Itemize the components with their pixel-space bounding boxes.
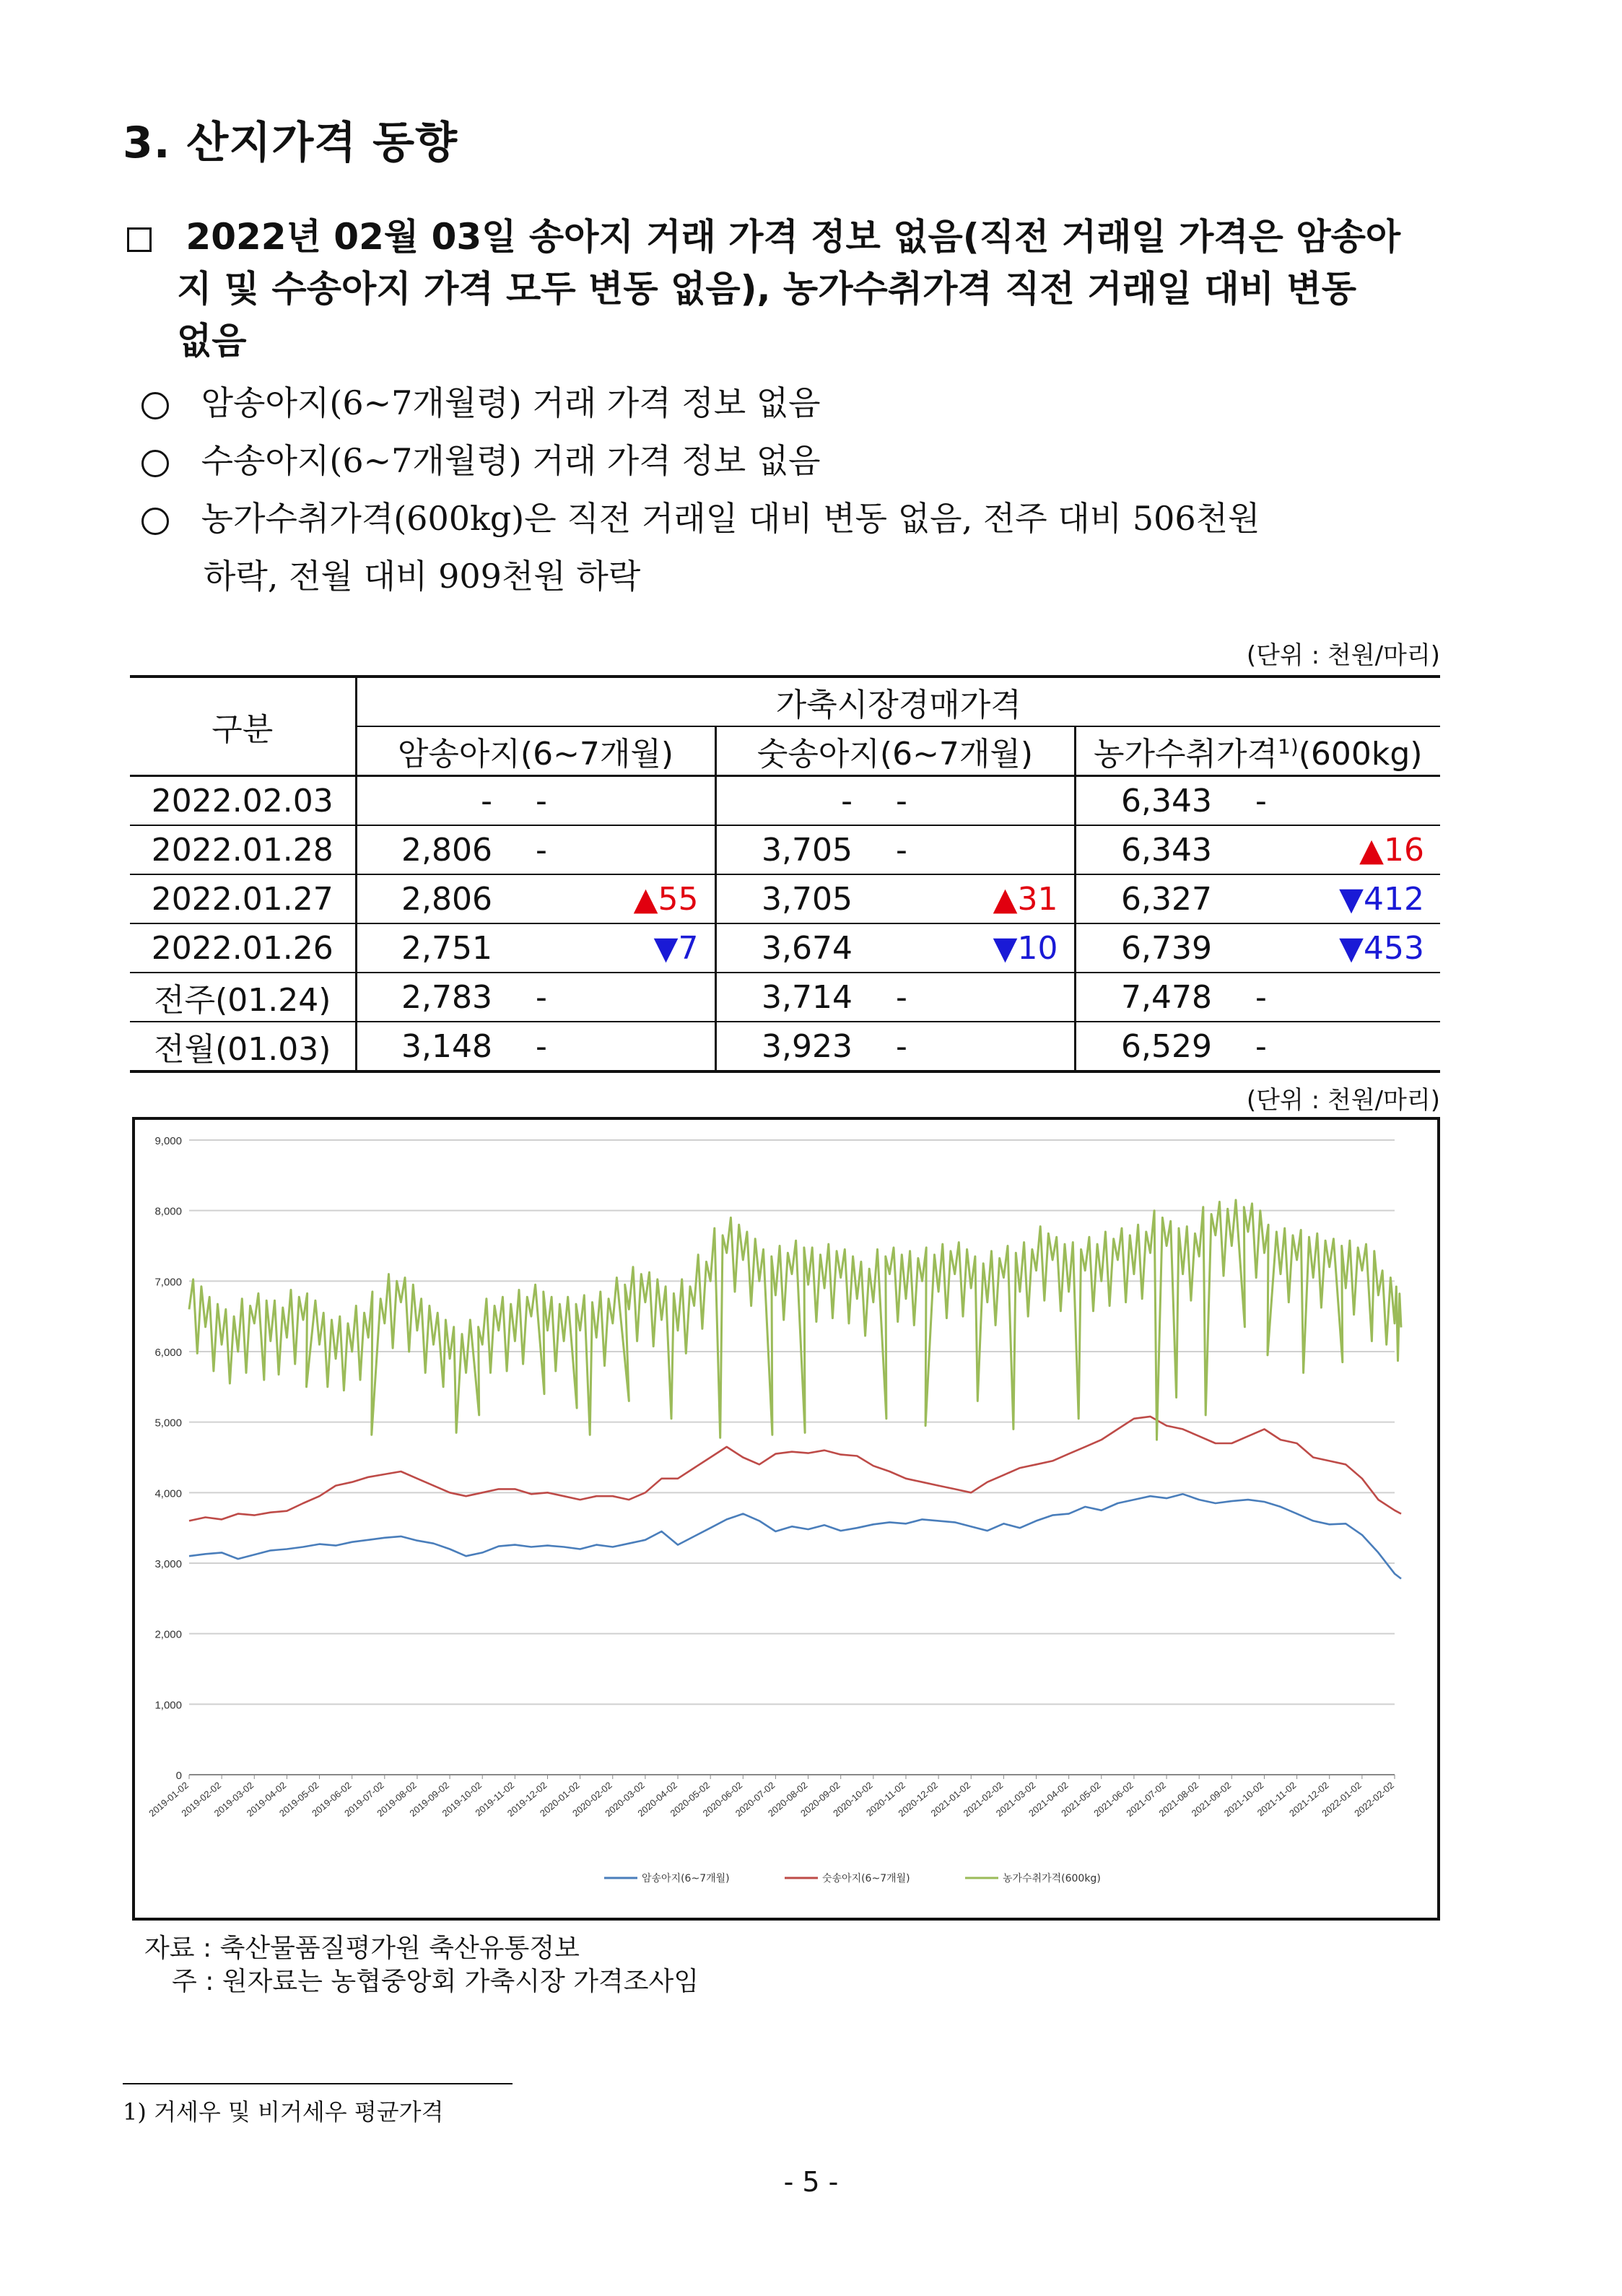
susong-change: ▼10 <box>874 923 1075 973</box>
row-label: 2022.01.28 <box>130 825 356 874</box>
bullet-continuation: 하락, 전월 대비 909천원 하락 <box>204 557 641 596</box>
row-label: 2022.01.26 <box>130 923 356 973</box>
note-text: 주 : 원자료는 농협중앙회 가축시장 가격조사임 <box>172 1967 699 1996</box>
amsong-change: - <box>514 776 715 826</box>
farm-price-value: 6,343 <box>1075 825 1234 874</box>
row-label: 2022.01.27 <box>130 874 356 923</box>
table-row <box>130 776 1440 826</box>
amsong-change: - <box>514 973 715 1022</box>
x-tick-label: 2020-07-02 <box>733 1779 777 1819</box>
susong-value: 3,705 <box>715 874 874 923</box>
x-tick-label: 2020-05-02 <box>668 1779 712 1819</box>
summary-line-2: 지 및 수송아지 가격 모두 변동 없음), 농가수취가격 직전 거래일 대비 변동 <box>177 268 1357 310</box>
x-tick-label: 2020-10-02 <box>831 1779 875 1819</box>
farm-price-value: 6,529 <box>1075 1022 1234 1071</box>
x-tick-label: 2020-09-02 <box>798 1779 842 1819</box>
farm-price-change: ▲16 <box>1234 825 1440 874</box>
header-main: 가축시장경매가격 <box>356 677 1440 726</box>
farm-price-change: ▼453 <box>1234 923 1440 973</box>
checkbox-icon <box>127 227 152 252</box>
farm-price-change: - <box>1234 973 1440 1022</box>
farm-price-value: 7,478 <box>1075 973 1234 1022</box>
y-tick-label: 0 <box>175 1770 182 1782</box>
row-label: 2022.02.03 <box>130 776 356 826</box>
y-tick-label: 4,000 <box>154 1487 182 1500</box>
amsong-value: 2,783 <box>356 973 514 1022</box>
legend-label: 숫송아지(6~7개월) <box>822 1873 910 1884</box>
row-label: 전주(01.24) <box>130 973 356 1022</box>
susong-change: - <box>874 973 1075 1022</box>
x-tick-label: 2021-02-02 <box>961 1779 1006 1819</box>
x-tick-label: 2021-08-02 <box>1156 1779 1201 1819</box>
x-tick-label: 2021-09-02 <box>1189 1779 1234 1819</box>
header-col3: 농가수취가격$^{1)}$(600kg) <box>1075 726 1440 776</box>
amsong-change: - <box>514 825 715 874</box>
x-tick-label: 2021-01-02 <box>928 1779 973 1819</box>
x-tick-label: 2019-05-02 <box>276 1779 321 1819</box>
y-tick-label: 7,000 <box>154 1276 182 1289</box>
amsong-change: ▲55 <box>514 874 715 923</box>
x-tick-label: 2021-04-02 <box>1026 1779 1071 1819</box>
legend-label: 암송아지(6~7개월) <box>642 1873 730 1884</box>
source-text: 자료 : 축산물품질평가원 축산유통정보 <box>144 1934 580 1963</box>
x-tick-label: 2020-02-02 <box>570 1779 614 1819</box>
x-tick-label: 2021-03-02 <box>993 1779 1038 1819</box>
susong-change: - <box>874 776 1075 826</box>
farm-price-value: 6,327 <box>1075 874 1234 923</box>
y-tick-label: 6,000 <box>154 1347 182 1359</box>
farm-price-change: - <box>1234 1022 1440 1071</box>
price-table <box>130 675 1440 1073</box>
x-tick-label: 2019-06-02 <box>310 1779 354 1819</box>
x-tick-label: 2019-01-02 <box>147 1779 191 1819</box>
susong-value: 3,705 <box>715 825 874 874</box>
chart-unit: (단위 : 천원/마리) <box>1246 1086 1440 1115</box>
table-row <box>130 825 1440 874</box>
susong-value: 3,714 <box>715 973 874 1022</box>
susong-change: - <box>874 1022 1075 1071</box>
bullet-item: 농가수취가격(600kg)은 직전 거래일 대비 변동 없음, 전주 대비 506천원 <box>141 490 1260 547</box>
farm-price-value: 6,343 <box>1075 776 1234 826</box>
x-tick-label: 2021-05-02 <box>1059 1779 1103 1819</box>
farm-price-change: ▼412 <box>1234 874 1440 923</box>
footnote-text: 1) 거세우 및 비거세우 평균가격 <box>123 2098 444 2126</box>
page-number: - 5 - <box>783 2166 839 2198</box>
x-tick-label: 2019-09-02 <box>407 1779 452 1819</box>
x-tick-label: 2019-04-02 <box>244 1779 289 1819</box>
row-label: 전월(01.03) <box>130 1022 356 1071</box>
table-row <box>130 874 1440 923</box>
footnote-divider <box>123 2083 513 2084</box>
series-line <box>189 1494 1401 1578</box>
x-tick-label: 2020-06-02 <box>700 1779 745 1819</box>
x-tick-label: 2019-03-02 <box>212 1779 256 1819</box>
amsong-value: 2,751 <box>356 923 514 973</box>
section-heading: 3. 산지가격 동향 <box>123 118 458 168</box>
x-tick-label: 2019-08-02 <box>375 1779 419 1819</box>
x-tick-label: 2019-12-02 <box>505 1779 549 1819</box>
farm-price-value: 6,739 <box>1075 923 1234 973</box>
amsong-value: 3,148 <box>356 1022 514 1071</box>
susong-value: - <box>715 776 874 826</box>
x-tick-label: 2021-11-02 <box>1255 1779 1299 1819</box>
x-tick-label: 2021-06-02 <box>1091 1779 1135 1819</box>
susong-value: 3,923 <box>715 1022 874 1071</box>
amsong-change: ▼7 <box>514 923 715 973</box>
susong-change: ▲31 <box>874 874 1075 923</box>
x-tick-label: 2020-01-02 <box>537 1779 582 1819</box>
x-tick-label: 2019-07-02 <box>342 1779 386 1819</box>
circle-bullet-icon <box>141 392 169 419</box>
x-tick-label: 2021-10-02 <box>1221 1779 1266 1819</box>
y-tick-label: 9,000 <box>154 1135 182 1147</box>
x-tick-label: 2020-04-02 <box>635 1779 679 1819</box>
circle-bullet-icon <box>141 508 169 535</box>
y-tick-label: 5,000 <box>154 1417 182 1430</box>
legend-label: 농가수취가격(600kg) <box>1003 1873 1101 1884</box>
header-group: 구분 <box>130 677 356 776</box>
x-tick-label: 2019-02-02 <box>179 1779 224 1819</box>
y-tick-label: 3,000 <box>154 1558 182 1570</box>
bullet-item: 수송아지(6~7개월령) 거래 가격 정보 없음 <box>141 432 821 490</box>
table-row <box>130 973 1440 1022</box>
y-tick-label: 2,000 <box>154 1628 182 1641</box>
x-tick-label: 2020-12-02 <box>896 1779 941 1819</box>
table-row <box>130 923 1440 973</box>
table-row <box>130 1022 1440 1071</box>
x-tick-label: 2022-02-02 <box>1352 1779 1396 1819</box>
susong-change: - <box>874 825 1075 874</box>
summary-text-1: 2022년 02월 03일 송아지 거래 가격 정보 없음(직전 거래일 가격은 암송아 <box>186 216 1401 258</box>
summary-line-3: 없음 <box>177 320 247 362</box>
line-chart-svg <box>135 1120 1437 1918</box>
amsong-value: 2,806 <box>356 825 514 874</box>
x-tick-label: 2020-08-02 <box>765 1779 810 1819</box>
x-tick-label: 2021-12-02 <box>1287 1779 1331 1819</box>
header-col1: 암송아지(6~7개월) <box>356 726 715 776</box>
y-tick-label: 8,000 <box>154 1205 182 1218</box>
farm-price-change: - <box>1234 776 1440 826</box>
circle-bullet-icon <box>141 450 169 477</box>
amsong-value: 2,806 <box>356 874 514 923</box>
x-tick-label: 2022-01-02 <box>1320 1779 1364 1819</box>
x-tick-label: 2020-03-02 <box>603 1779 647 1819</box>
table-unit: (단위 : 천원/마리) <box>1246 641 1440 670</box>
x-tick-label: 2020-11-02 <box>864 1779 907 1819</box>
price-chart <box>132 1117 1440 1921</box>
header-col2: 숫송아지(6~7개월) <box>715 726 1075 776</box>
x-tick-label: 2021-07-02 <box>1124 1779 1168 1819</box>
series-line <box>189 1200 1401 1440</box>
x-tick-label: 2019-10-02 <box>440 1779 484 1819</box>
y-tick-label: 1,000 <box>154 1699 182 1712</box>
amsong-value: - <box>356 776 514 826</box>
x-tick-label: 2019-11-02 <box>473 1779 517 1819</box>
amsong-change: - <box>514 1022 715 1071</box>
bullet-item: 암송아지(6~7개월령) 거래 가격 정보 없음 <box>141 374 821 432</box>
susong-value: 3,674 <box>715 923 874 973</box>
